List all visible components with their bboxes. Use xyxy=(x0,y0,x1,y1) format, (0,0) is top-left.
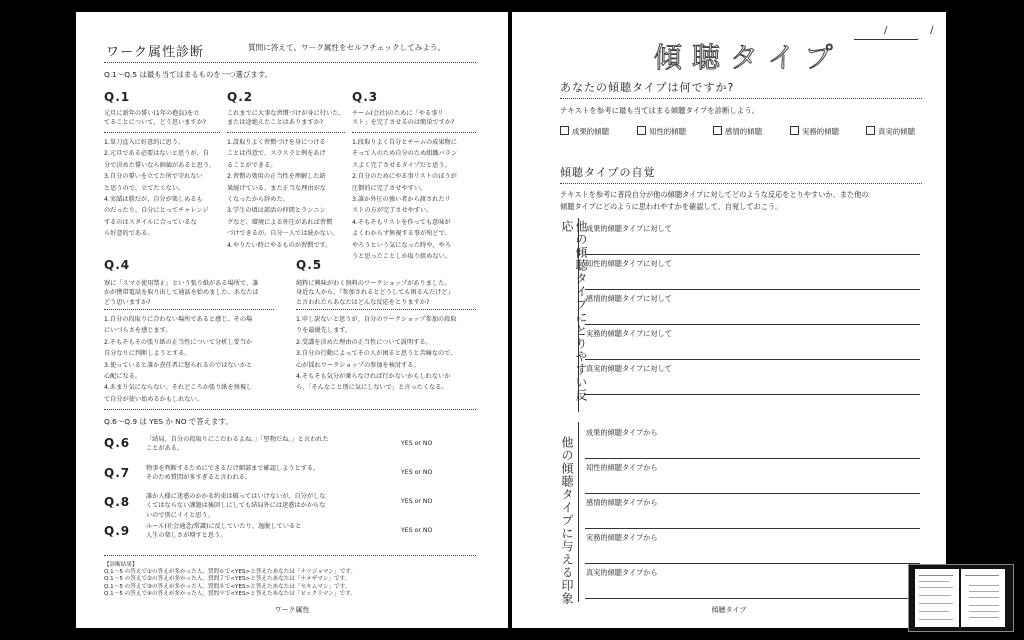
divider xyxy=(227,132,345,133)
row-label: 成果的傾聴タイプから xyxy=(586,428,658,437)
question-number: Q.8 xyxy=(104,495,131,509)
divider xyxy=(560,98,922,99)
result-line: Q.1〜5 の答えで④の答えが多かった人、質問９で<YES>と答えたあなたは「ピックリマン」です。 xyxy=(104,590,356,597)
row-label: 真実的傾聴タイプに対して xyxy=(586,364,672,373)
row-label: 感情的傾聴タイプから xyxy=(586,498,658,507)
question-text: 元旦に新年の誓い(1年の抱負)を立 てることについて、どう思いますか? xyxy=(104,110,207,127)
row-label: 実務的傾聴タイプに対して xyxy=(586,329,672,338)
block-bracket xyxy=(578,422,579,602)
checkbox-box[interactable] xyxy=(790,126,799,135)
page-footer: 傾聴タイプ xyxy=(711,606,747,614)
results-block xyxy=(104,562,356,598)
section-heading: Q.1〜Q.5 は最も当てはまるものを一つ選びます。 xyxy=(104,70,272,79)
answer-options: 1.自分の段取りに合わない場所であると感じ、その場 にいづらさを感じます。 2.そもそもその張り紙の正当性について分析し妥当か 自分なりに判断しようとする。 3.使っていると誰か責任者に怒られるのではないかと 心配になる。 4.あまり気にならない。それどころか張り紙を無視し て自分が使い始めるかもしれない。 xyxy=(104,316,253,403)
row-label: 感情的傾聴タイプに対して xyxy=(586,294,672,303)
checkbox-box[interactable] xyxy=(560,126,569,135)
writing-line[interactable] xyxy=(585,528,920,529)
writing-line[interactable] xyxy=(585,394,920,395)
page-footer: ワーク属性 xyxy=(274,606,310,614)
checkbox-chisei[interactable]: 知性的傾聴 xyxy=(637,126,686,137)
right-page xyxy=(512,12,946,628)
date-underline xyxy=(854,39,918,40)
result-line: Q.1〜5 の答えで②の答えが多かった人、質問７で<YES>と答えたあなたは「ナメザマン」です。 xyxy=(104,576,351,583)
question-text: 「結局、自分の段取りにこだわるよね。」「堅物だね。」と言われた ことがある。 xyxy=(146,436,329,453)
divider xyxy=(104,132,220,133)
date-field[interactable]: / / xyxy=(884,25,940,36)
question-number: Q.4 xyxy=(104,258,131,272)
thumbnail-right-page xyxy=(961,569,1005,627)
section-heading: Q.6〜Q.9 は YES か NO で答えます。 xyxy=(104,417,233,426)
question-number: Q.1 xyxy=(104,90,131,104)
vertical-label: 他の傾聴タイプにとりやすい反応 xyxy=(560,220,588,402)
divider xyxy=(104,62,476,63)
row-label: 実務的傾聴タイプから xyxy=(586,533,658,542)
section-text: テキストを参考に普段自分が他の傾聴タイプに対してどのような反応をとりやすいか、また他の 傾聴タイプにどのように思われやすかを確認して、自覚しておこう。 xyxy=(560,190,869,211)
question-number: Q.5 xyxy=(296,258,323,272)
answer-options: 1.単刀直入に好意的に思う。 2.元旦である必要はないと思うが、自 分で決めた誓いなら価値があると思う。 3.自分の誓いを立てた所で守れない と思うので、立てたくない。 4.実績は勝だが、自分が楽しめるも のだったり、自分にとってチャレンジ するのはスタイルに合っているな ら好意的である。 xyxy=(104,139,216,238)
question-number: Q.2 xyxy=(227,90,254,104)
question-text: 寮に「スマホ使用禁止」という張り紙がある場所で、誰 かが携帯電話を取り出して通話を始めました。あなたは どう思いますか? xyxy=(104,280,259,306)
row-label: 成果的傾聴タイプに対して xyxy=(586,224,672,233)
divider xyxy=(104,409,476,410)
yes-no-choice: YES or NO xyxy=(401,498,433,505)
page-title: ワーク属性診断 xyxy=(106,45,205,60)
question-number: Q.6 xyxy=(104,436,131,450)
result-line: Q.1〜5 の答えで③の答えが多かった人、質問８で<YES>と答えたあなたは「セキムマン」です。 xyxy=(104,583,351,590)
checkbox-box[interactable] xyxy=(866,126,875,135)
question-number: Q.3 xyxy=(352,90,379,104)
answer-options: 1.申し訳ないと思うが、自分のワークショップ参加の段取 りを最優先します。 2.受講を決めた理由の正当性について説明する。 3.自分の行動によってその人が困ると思うと苦痛なので、 心が揺れワークショップの参加を検討する。 4.そもそも気分が乗らなければ行かないかもしれないか ら、「そんなこと別に気にしないで」と言ったくなる。 xyxy=(296,316,457,392)
vertical-label: 他の傾聴タイプに与える印象 xyxy=(560,436,574,605)
page-thumbnail[interactable] xyxy=(908,564,1014,632)
question-text: 純粋に興味がわく無料のワークショップがありました。 身近な人から、『参加されるとどうしても困るんだけど』 と言われたらあなたはどんな反応をとりますか? xyxy=(296,280,454,306)
checkbox-seika[interactable]: 成果的傾聴 xyxy=(560,126,609,137)
divider xyxy=(296,309,476,310)
writing-line[interactable] xyxy=(585,563,920,564)
intro-text: 質問に答えて、ワーク属性をセルフチェックしてみよう。 xyxy=(248,43,446,52)
answer-options: 1.設取りよく習慣づけを身につける ことは得意で、スラスラと例をあげ ることができる。 2.習慣の効用の正当性を理解した結 果続けている、また正当な理由がな くなったから辞めた。 3.学生の頃は部活の仲間とランニン グなど、環境による外圧があれば習慣 づけできるが、自分一人では続かない。 4.やりたい時にやるものが習慣です。 xyxy=(227,139,339,249)
yes-no-choice: YES or NO xyxy=(401,527,433,534)
question-text: チーム(会社)のために「やる事リ スト」を完了させるのは簡単ですか? xyxy=(352,110,455,127)
yes-no-choice: YES or NO xyxy=(401,440,433,447)
checkbox-kanjou[interactable]: 感情的傾聴 xyxy=(713,126,762,137)
yes-no-choice: YES or NO xyxy=(401,469,433,476)
row-label: 知性的傾聴タイプから xyxy=(586,463,658,472)
question-text: 物事を判断するためにできるだけ細部まで確認しようとする。 そのため質問が多すぎると言われる。 xyxy=(146,465,320,482)
writing-line[interactable] xyxy=(585,598,920,599)
thumbnail-left-page xyxy=(915,569,959,627)
left-page xyxy=(76,12,508,628)
question-text: 誰か人様に迷惑のかかる約束は破ってはいけないが、自分がしな くてはならない課題は後回しにしても結局外には迷惑はかからな いので別にイイと思う。 xyxy=(146,493,326,519)
checkbox-box[interactable] xyxy=(637,126,646,135)
writing-line[interactable] xyxy=(585,289,920,290)
divider xyxy=(104,309,274,310)
checkbox-box[interactable] xyxy=(713,126,722,135)
row-label: 真実的傾聴タイプから xyxy=(586,568,658,577)
question-text: ルール(社会通念/常識)に反していたり、逸脱していると 人生の楽しさが増すと思う。 xyxy=(146,523,302,540)
instruction-text: テキストを参考に最も当てはまる傾聴タイプを診断しよう。 xyxy=(560,106,760,115)
row-label: 知性的傾聴タイプに対して xyxy=(586,259,672,268)
block-bracket xyxy=(578,218,579,412)
writing-line[interactable] xyxy=(585,458,920,459)
divider xyxy=(560,183,922,184)
question-number: Q.7 xyxy=(104,466,131,480)
question-heading: あなたの傾聴タイプは何ですか? xyxy=(560,81,735,94)
writing-line[interactable] xyxy=(585,254,920,255)
page-title: 傾聴タイプ xyxy=(654,41,843,74)
checkbox-shinjitsu[interactable]: 真実的傾聴 xyxy=(866,126,915,137)
divider xyxy=(352,132,476,133)
divider xyxy=(104,555,476,556)
writing-line[interactable] xyxy=(585,493,920,494)
checkbox-jitsumu[interactable]: 実務的傾聴 xyxy=(790,126,839,137)
question-text: これまでに大事な習慣づけが身に付いた、 または途絶えたことはありますか? xyxy=(227,110,345,127)
result-line: Q.1〜5 の答えで①の答えが多かった人、質問６で<YES>と答えたあなたは「ナツジョマン」です。 xyxy=(104,569,356,576)
results-title: 【診断結果】 xyxy=(104,562,138,568)
writing-line[interactable] xyxy=(585,359,920,360)
answer-options: 1.段取りよく自分とチームの成果物に そって人のため自分のため組織バラン スよく完了させるタイプだと思う。 2.自分のためにやる事リストのほうが 圧倒的に完了させやすい。 3.誰か外圧の強い者から渡されたリ ストの方が完了させやすい。 4.そもそもリストを作っても意味が よくわからず無視する事が殆どで、 やろうという気になった時や、やろ うと思ったことしか取り組めない。 xyxy=(352,139,458,261)
question-number: Q.9 xyxy=(104,524,131,538)
writing-line[interactable] xyxy=(585,324,920,325)
section-heading: 傾聴タイプの自覚 xyxy=(560,166,656,179)
